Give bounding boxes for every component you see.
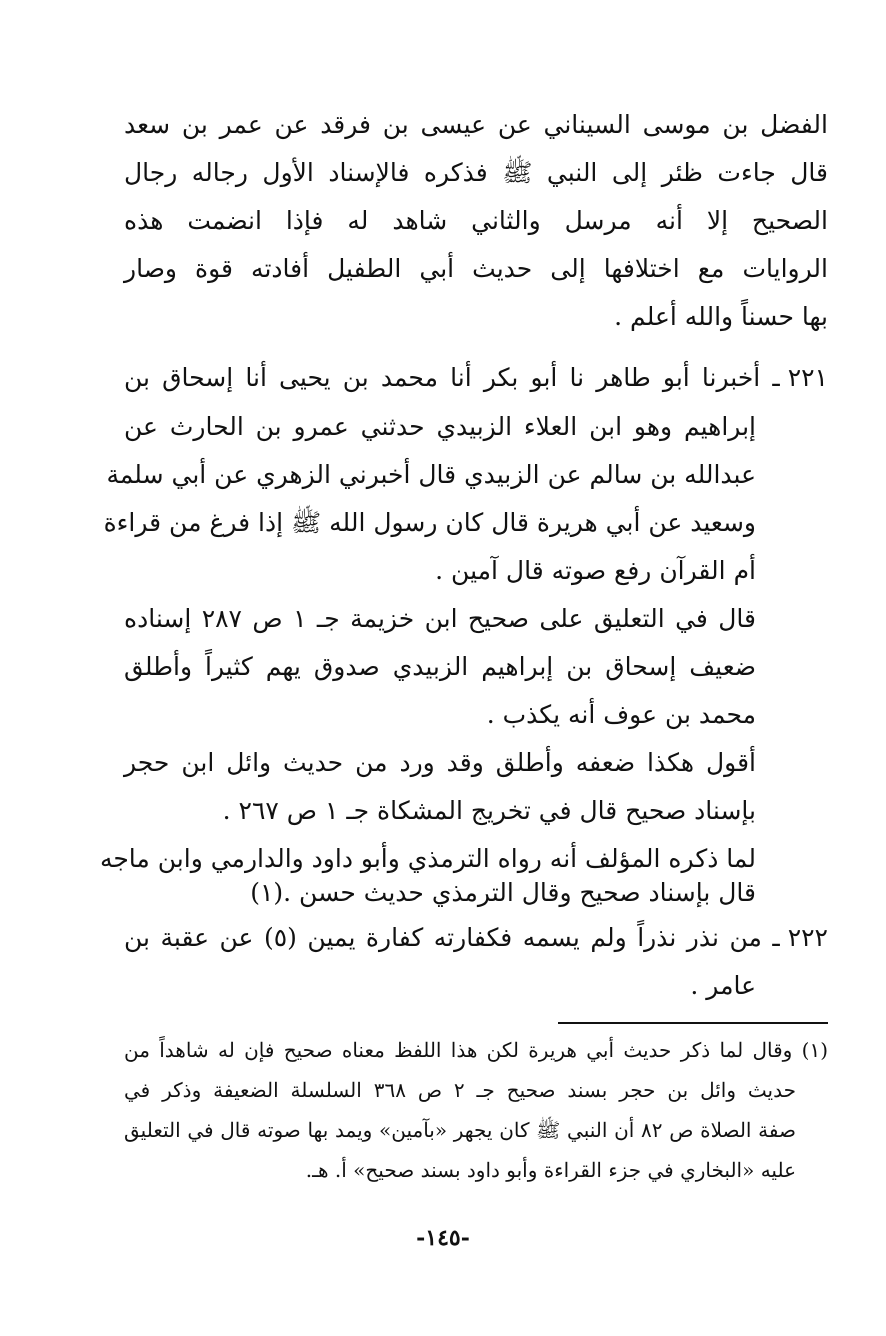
hadith-221-first-line <box>124 354 828 402</box>
text-line: بها حسناً والله أعلم . <box>614 302 828 331</box>
text-line: إبراهيم وهو ابن العلاء الزبيدي حدثني عمرو بن الحارث عن <box>124 412 756 441</box>
text-line: قال في التعليق على صحيح ابن خزيمة جـ ١ ص ٢٨٧ إسناده <box>124 604 757 633</box>
footnote-divider <box>558 1022 828 1024</box>
hadith-number: ٢٢١ ـ <box>772 363 828 392</box>
text-line: قال جاءت ظئر إلى النبي ﷺ فذكره فالإسناد الأول رجاله رجال <box>124 158 828 187</box>
text-line: أم القرآن رفع صوته قال آمين . <box>435 556 756 585</box>
hadith-text: أخبرنا أبو طاهر نا أبو بكر أنا محمد بن يحيى أنا إسحاق بن <box>124 363 761 392</box>
page-number: -١٤٥- <box>416 1225 470 1251</box>
hadith-number: ٢٢٢ ـ <box>772 923 828 952</box>
text-line: الروايات مع اختلافها إلى حديث أبي الطفيل أفادته قوة وصار <box>124 254 828 283</box>
text-line: ضعيف إسحاق بن إبراهيم الزبيدي صدوق يهم كثيراً وأطلق <box>124 652 756 681</box>
text-line: عامر . <box>690 971 756 1000</box>
footnote-line: حديث وائل بن حجر بسند صحيح جـ ٢ ص ٣٦٨ السلسلة الضعيفة وذكر في <box>124 1078 796 1102</box>
text-line: وسعيد عن أبي هريرة قال كان رسول الله ﷺ إذا فرغ من قراءة <box>103 508 756 537</box>
footnote-line: عليه «البخاري في جزء القراءة وأبو داود بسند صحيح» أ. هـ. <box>305 1158 796 1182</box>
footnote-line: صفة الصلاة ص ٨٢ أن النبي ﷺ كان يجهر «بآمين» ويمد بها صوته قال في التعليق <box>124 1118 797 1142</box>
footnote-line: (١) وقال لما ذكر حديث أبي هريرة لكن هذا اللفظ معناه صحيح فإن له شاهداً من <box>124 1038 828 1062</box>
hadith-222-first-line <box>124 914 828 962</box>
text-line: محمد بن عوف أنه يكذب . <box>486 700 756 729</box>
text-line: عبدالله بن سالم عن الزبيدي قال أخبرني الزهري عن أبي سلمة <box>106 460 756 489</box>
text-line: الصحيح إلا أنه مرسل والثاني شاهد له فإذا انضمت هذه <box>124 206 828 235</box>
hadith-text: من نذر نذراً ولم يسمه فكفارته كفارة يمين (٥) عن عقبة بن <box>124 923 762 952</box>
text-line: قال بإسناد صحيح وقال الترمذي حديث حسن .(١) <box>250 878 756 907</box>
text-line: الفضل بن موسى السيناني عن عيسى بن فرقد عن عمر بن سعد <box>124 110 828 139</box>
text-line: بإسناد صحيح قال في تخريج المشكاة جـ ١ ص ٢٦٧ . <box>222 796 756 825</box>
text-line: أقول هكذا ضعفه وأطلق وقد ورد من حديث وائل ابن حجر <box>124 748 756 777</box>
text-line: لما ذكره المؤلف أنه رواه الترمذي وأبو داود والدارمي وابن ماجه <box>99 844 756 873</box>
